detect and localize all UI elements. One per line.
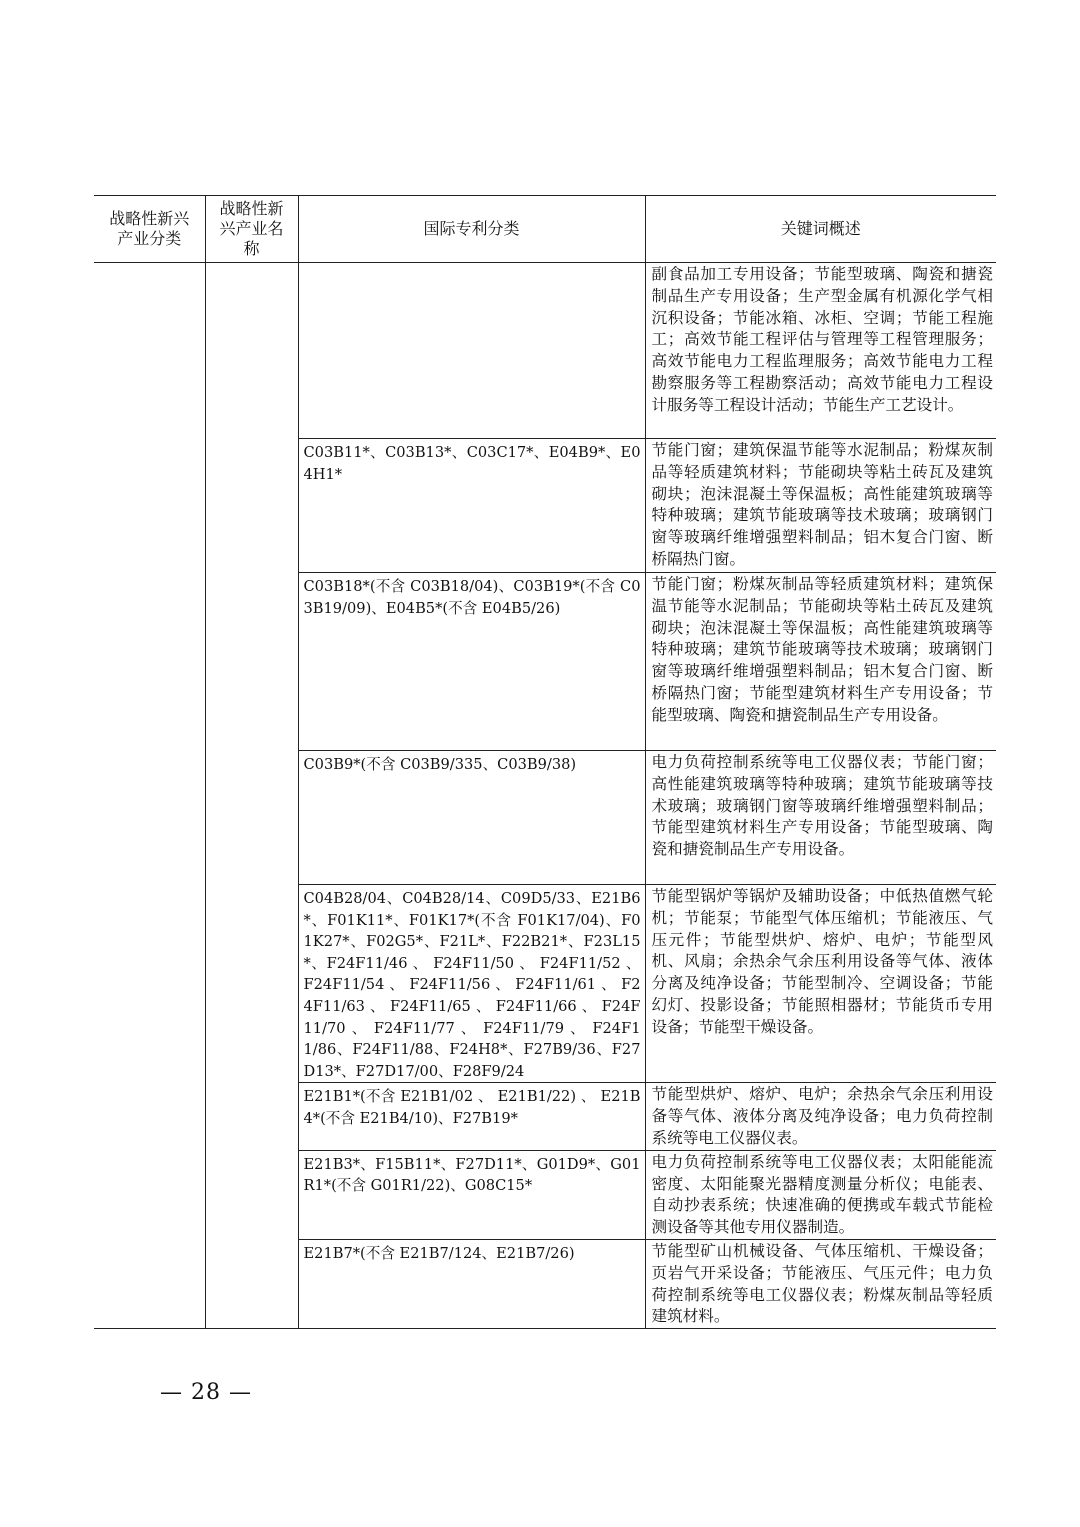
cell-ipc: C04B28/04、C04B28/14、C09D5/33、E21B6*、F01K11*、F01K17*(不含 F01K17/04)、F01K27*、F02G5*、F21L*、F22B21*、F23L15*、F24F11/46 、 F24F11/50 、 F24F11/52 、 F24F11/54 、 F24F11/56 、 F24F11/61 、 F24F11/63 、 F24F11/65 、 F24F11/66 、 F24F11/70 、 F24F11/77 、 F24F11/79 、 F24F11/86、F24F11/88、F24H8*、F27B9/36、F27D13*、F27D17/00、F28F9/24 — [298, 885, 645, 1083]
cell-ipc: C03B9*(不含 C03B9/335、C03B9/38) — [298, 751, 645, 885]
cell-industry-name — [205, 263, 298, 1329]
cell-ipc — [298, 263, 645, 439]
header-keywords-text: 关键词概述 — [780, 219, 861, 238]
page-number: — 28 — — [160, 1380, 252, 1405]
cell-keywords: 副食品加工专用设备；节能型玻璃、陶瓷和搪瓷制品生产专用设备；生产型金属有机源化学气相沉积设备；节能冰箱、冰柜、空调；节能工程施工；高效节能工程评估与管理等工程管理服务；高效节能电力工程监理服务；高效节能电力工程勘察服务等工程勘察活动；高效节能电力工程设计服务等工程设计活动；节能生产工艺设计。 — [645, 263, 996, 439]
cell-keywords: 节能门窗；建筑保温节能等水泥制品；粉煤灰制品等轻质建筑材料；节能砌块等粘土砖瓦及建筑砌块；泡沫混凝土等保温板；高性能建筑玻璃等特种玻璃；建筑节能玻璃等技术玻璃；玻璃钢门窗等玻璃纤维增强塑料制品；铝木复合门窗、断桥隔热门窗。 — [645, 439, 996, 573]
cell-keywords: 节能型锅炉等锅炉及辅助设备；中低热值燃气轮机；节能泵；节能型气体压缩机；节能液压、气压元件；节能型烘炉、熔炉、电炉；节能型风机、风扇；余热余气余压利用设备等气体、液体分离及纯净设备；节能型制冷、空调设备；节能幻灯、投影设备；节能照相器材；节能货币专用设备；节能型干燥设备。 — [645, 885, 996, 1083]
cell-keywords: 节能型矿山机械设备、气体压缩机、干燥设备；页岩气开采设备；节能液压、气压元件；电力负荷控制系统等电工仪器仪表；粉煤灰制品等轻质建筑材料。 — [645, 1239, 996, 1328]
table-header-row — [94, 196, 996, 263]
cell-ipc: E21B7*(不含 E21B7/124、E21B7/26) — [298, 1239, 645, 1328]
header-industry-category — [94, 196, 205, 263]
cell-ipc: E21B3*、F15B11*、F27D11*、G01D9*、G01R1*(不含 G01R1/22)、G08C15* — [298, 1150, 645, 1239]
header-industry-name-text: 战略性新兴产业名称 — [219, 199, 284, 258]
cell-keywords: 节能门窗；粉煤灰制品等轻质建筑材料；建筑保温节能等水泥制品；节能砌块等粘土砖瓦及建筑砌块；泡沫混凝土等保温板；高性能建筑玻璃等特种玻璃；建筑节能玻璃等技术玻璃；玻璃钢门窗等玻璃纤维增强塑料制品；铝木复合门窗、断桥隔热门窗；节能型建筑材料生产专用设备；节能型玻璃、陶瓷和搪瓷制品生产专用设备。 — [645, 573, 996, 751]
classification-table — [94, 195, 996, 1329]
cell-industry-category — [94, 263, 205, 1329]
cell-keywords: 电力负荷控制系统等电工仪器仪表；节能门窗；高性能建筑玻璃等特种玻璃；建筑节能玻璃等技术玻璃；玻璃钢门窗等玻璃纤维增强塑料制品；节能型建筑材料生产专用设备；节能型玻璃、陶瓷和搪瓷制品生产专用设备。 — [645, 751, 996, 885]
header-industry-category-text: 战略性新兴产业分类 — [109, 209, 190, 248]
cell-ipc: C03B18*(不含 C03B18/04)、C03B19*(不含 C03B19/09)、E04B5*(不含 E04B5/26) — [298, 573, 645, 751]
classification-table-wrapper — [94, 195, 996, 1329]
table-row — [94, 263, 996, 439]
header-ipc-text: 国际专利分类 — [423, 219, 520, 238]
cell-ipc: C03B11*、C03B13*、C03C17*、E04B9*、E04H1* — [298, 439, 645, 573]
cell-keywords: 电力负荷控制系统等电工仪器仪表；太阳能能流密度、太阳能聚光器精度测量分析仪；电能表、自动抄表系统；快速准确的便携或车载式节能检测设备等其他专用仪器制造。 — [645, 1150, 996, 1239]
header-keywords — [645, 196, 996, 263]
header-ipc — [298, 196, 645, 263]
header-industry-name — [205, 196, 298, 263]
cell-ipc: E21B1*(不含 E21B1/02 、 E21B1/22) 、 E21B4*(不含 E21B4/10)、F27B19* — [298, 1083, 645, 1150]
cell-keywords: 节能型烘炉、熔炉、电炉；余热余气余压利用设备等气体、液体分离及纯净设备；电力负荷控制系统等电工仪器仪表。 — [645, 1083, 996, 1150]
